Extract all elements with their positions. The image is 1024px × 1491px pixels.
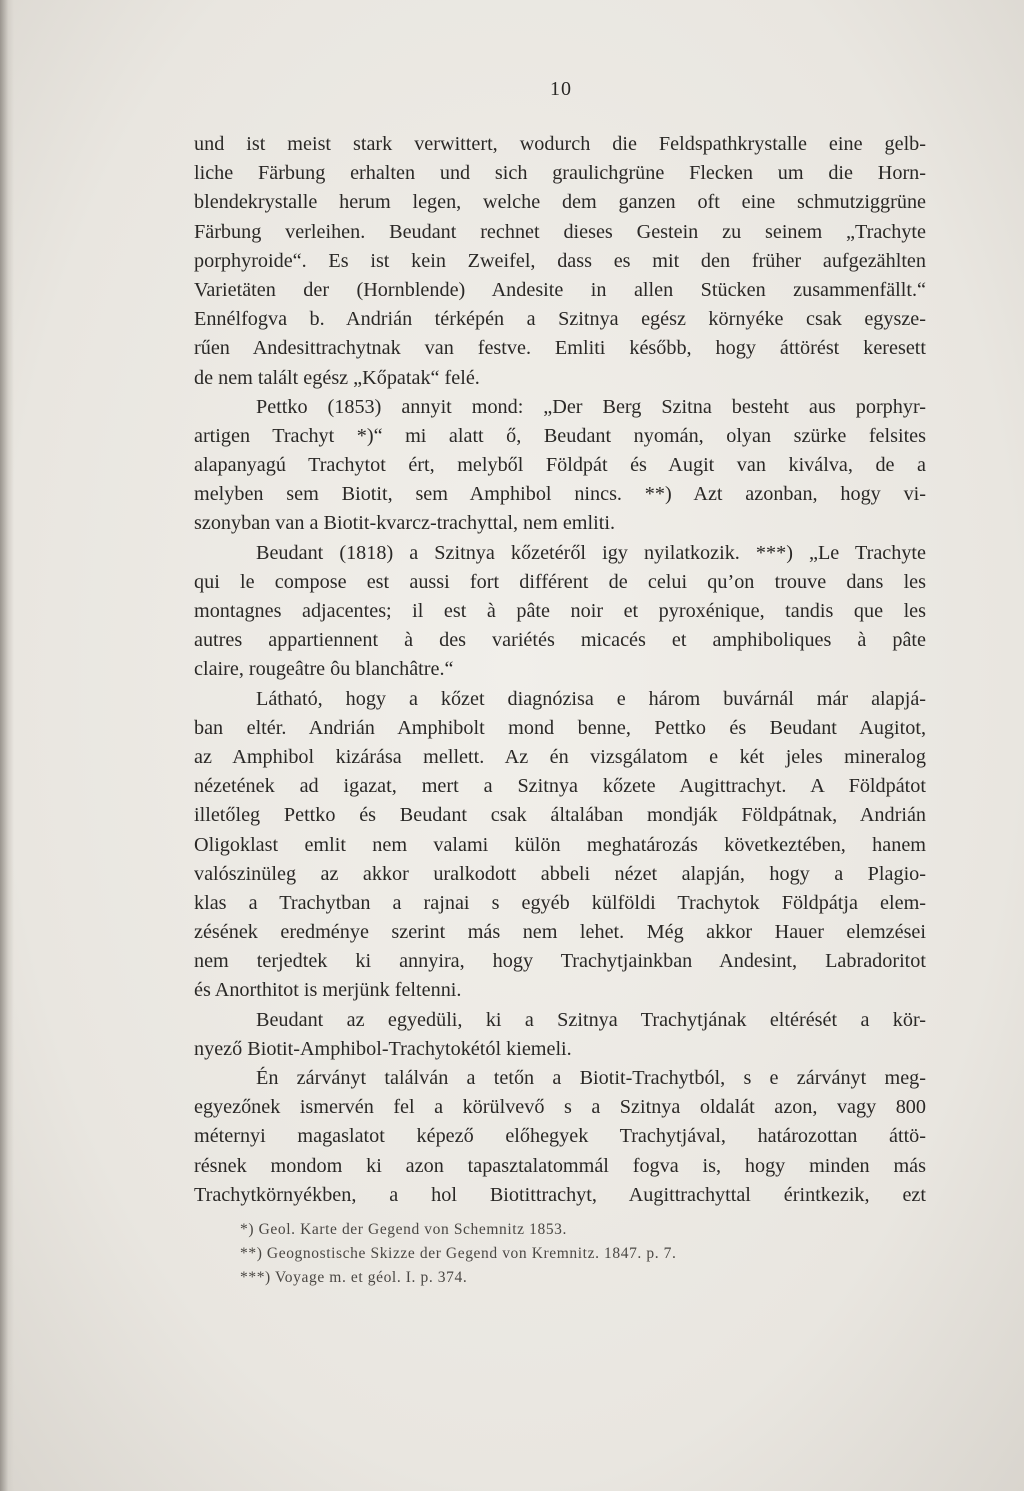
text-line: artigen Trachyt *)“ mi alatt ő, Beudant nyomán, olyan szürke felsites <box>194 424 926 447</box>
text-line: de nem talált egész „Kőpatak“ felé. <box>194 366 480 389</box>
text-line: méternyi magaslatot képező előhegyek Trachytjával, határozottan áttö- <box>194 1125 926 1148</box>
text-line: ban eltér. Andrián Amphibolt mond benne, Pettko és Beudant Augitot, <box>194 716 926 739</box>
text-line: liche Färbung erhalten und sich graulichgrüne Flecken um die Horn- <box>194 162 926 185</box>
text-line: szonyban van a Biotit-kvarcz-trachyttal, nem emliti. <box>194 512 615 535</box>
text-line: Én zárványt találván a tetőn a Biotit-Trachytból, s e zárványt meg- <box>256 1067 926 1089</box>
text-line: Trachytkörnyékben, a hol Biotittrachyt, Augittrachyttal érintkezik, ezt <box>194 1183 926 1206</box>
text-line: Varietäten der (Hornblende) Andesite in allen Stücken zusammenfällt.“ <box>194 278 926 301</box>
text-line: Pettko (1853) annyit mond: „Der Berg Szitna besteht aus porphyr- <box>256 395 926 418</box>
text-line: und ist meist stark verwittert, wodurch die Feldspathkrystalle eine gelb- <box>194 133 926 155</box>
text-line: Oligoklast emlit nem valami külön meghatározás következtében, hanem <box>194 833 926 856</box>
text-line: Beudant (1818) a Szitnya kőzetéről igy nyilatkozik. ***) „Le Trachyte <box>256 541 926 564</box>
page-edge-shadow <box>0 0 14 1491</box>
text-line: autres appartiennent à des variétés micacés et amphiboliques à pâte <box>194 629 926 652</box>
text-line: egyezőnek ismervén fel a körülvevő s a Szitnya oldalát azon, vagy 800 <box>194 1096 926 1119</box>
text-line: claire, rougeâtre ôu blanchâtre.“ <box>194 658 454 681</box>
footnote: ***) Voyage m. et géol. I. p. 374. <box>240 1269 468 1286</box>
text-line: és Anorthitot is merjünk feltenni. <box>194 979 462 1002</box>
text-line: Färbung verleihen. Beudant rechnet dieses Gestein zu seinem „Trachyte <box>194 220 926 243</box>
text-line: valószinüleg az akkor uralkodott abbeli nézet alapján, hogy a Plagio- <box>194 862 926 885</box>
text-line: montagnes adjacentes; il est à pâte noir et pyroxénique, tandis que les <box>194 600 926 622</box>
text-line: alapanyagú Trachytot ért, melyből Földpát és Augit van kiválva, de a <box>194 454 926 477</box>
footnote: **) Geognostische Skizze der Gegend von Kremnitz. 1847. p. 7. <box>240 1245 677 1262</box>
page-number: 10 <box>550 78 572 100</box>
text-line: blendekrystalle herum legen, welche dem ganzen oft eine schmutziggrüne <box>194 191 926 214</box>
text-line: nyező Biotit-Amphibol-Trachytokétól kiemeli. <box>194 1037 572 1060</box>
text-line: résnek mondom ki azon tapasztalatommál fogva is, hogy minden más <box>194 1154 926 1177</box>
text-line: Ennélfogva b. Andrián térképén a Szitnya egész környéke csak egysze- <box>194 308 926 331</box>
text-line: zésének eredménye szerint más nem lehet. Még akkor Hauer elemzései <box>194 921 926 944</box>
footnote: *) Geol. Karte der Gegend von Schemnitz 1853. <box>240 1221 568 1238</box>
text-line: nem terjedtek ki annyira, hogy Trachytjainkban Andesint, Labradoritot <box>194 950 926 973</box>
text-line: klas a Trachytban a rajnai s egyéb külföldi Trachytok Földpátja elem- <box>194 891 926 914</box>
text-line: nézetének ad igazat, mert a Szitnya kőzete Augittrachyt. A Földpátot <box>194 775 926 798</box>
footnotes <box>240 1218 840 1290</box>
body-text <box>194 130 926 1210</box>
text-line: qui le compose est aussi fort différent de celui qu’on trouve dans les <box>194 570 926 593</box>
text-line: porphyroide“. Es ist kein Zweifel, dass es mit den früher aufgezählten <box>194 249 926 272</box>
text-line: illetőleg Pettko és Beudant csak általában mondják Földpátnak, Andrián <box>194 804 926 827</box>
text-line: melyben sem Biotit, sem Amphibol nincs. **) Azt azonban, hogy vi- <box>194 483 926 506</box>
text-line: rűen Andesittrachytnak van festve. Emliti később, hogy áttörést keresett <box>194 337 926 360</box>
text-line: Látható, hogy a kőzet diagnózisa e három buvárnál már alapjá- <box>256 687 926 710</box>
text-line: az Amphibol kizárása mellett. Az én vizsgálatom e két jeles mineralog <box>194 745 926 768</box>
text-line: Beudant az egyedüli, ki a Szitnya Trachytjának eltérését a kör- <box>256 1008 926 1031</box>
